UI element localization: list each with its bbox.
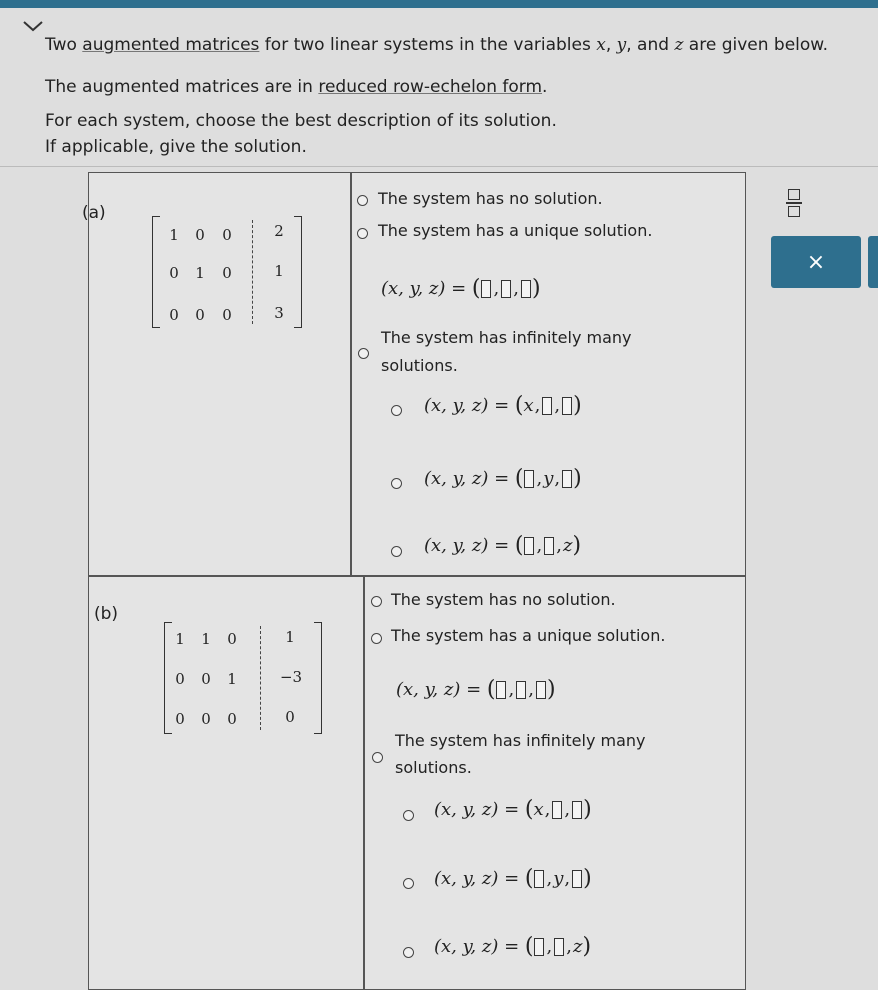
option-label: solutions. — [395, 758, 472, 777]
var-z: z — [572, 936, 583, 957]
input-box[interactable] — [562, 470, 572, 488]
option-label: The system has a unique solution. — [391, 626, 666, 645]
matrix-cell: 0 — [175, 670, 185, 688]
right-bracket — [294, 216, 302, 328]
intro-text: , — [605, 35, 617, 55]
intro-text: are given below. — [683, 35, 829, 55]
chevron-down-icon — [22, 20, 44, 32]
intro-text: , and — [626, 35, 675, 55]
option-label: The system has no solution. — [391, 590, 616, 609]
radio-a-no-solution[interactable] — [357, 195, 368, 206]
fraction-button[interactable] — [775, 183, 815, 223]
radio-a-infinite[interactable] — [358, 348, 369, 359]
var-y: y — [553, 868, 564, 889]
intro-line-4: If applicable, give the solution. — [45, 137, 307, 157]
rref-link[interactable]: reduced row-echelon form — [318, 77, 543, 97]
fraction-bar — [786, 202, 802, 204]
matrix-cell: 0 — [222, 306, 232, 324]
radio-a-free-y[interactable] — [391, 478, 402, 489]
right-bracket — [314, 622, 322, 734]
intro-text: The augmented matrices are in — [45, 77, 319, 97]
tuple-lhs: (x, y, z) = — [424, 468, 510, 489]
tuple-lhs: (x, y, z) = — [434, 799, 520, 820]
divider — [363, 576, 365, 990]
input-box[interactable] — [481, 280, 491, 298]
top-bar — [0, 0, 878, 8]
clear-button[interactable]: × — [771, 236, 861, 288]
tuple-lhs: (x, y, z) = — [396, 679, 482, 700]
input-box[interactable] — [534, 870, 544, 888]
radio-b-free-y[interactable] — [403, 878, 414, 889]
divider — [0, 166, 878, 167]
input-box[interactable] — [524, 537, 534, 555]
input-box[interactable] — [524, 470, 534, 488]
matrix-cell: 0 — [195, 306, 205, 324]
option-label: The system has infinitely many — [395, 731, 646, 750]
input-box[interactable] — [501, 280, 511, 298]
input-box[interactable] — [516, 681, 526, 699]
matrix-cell: 1 — [274, 262, 284, 280]
divider — [350, 172, 352, 576]
tuple-b-free-x: (x, y, z) = ( x , , ) — [434, 797, 592, 822]
left-bracket — [152, 216, 160, 328]
var-x: x — [523, 395, 534, 416]
tuple-a-free-z: (x, y, z) = ( , , z ) — [424, 533, 582, 558]
input-box[interactable] — [521, 280, 531, 298]
tuple-b-free-y: (x, y, z) = ( , y , ) — [434, 866, 592, 891]
fraction-numerator — [788, 189, 800, 200]
matrix-cell: 0 — [227, 710, 237, 728]
matrix-cell: 3 — [274, 304, 284, 322]
intro-line-1 — [45, 34, 828, 56]
input-box[interactable] — [544, 537, 554, 555]
radio-b-unique[interactable] — [371, 633, 382, 644]
matrix-cell: 2 — [274, 222, 284, 240]
intro-text: Two — [45, 35, 83, 55]
matrix-b — [164, 622, 322, 734]
option-label: The system has a unique solution. — [378, 221, 653, 240]
intro-text: . — [542, 77, 548, 97]
var-z: z — [562, 535, 573, 556]
matrix-cell: 1 — [175, 630, 185, 648]
tuple-lhs: (x, y, z) = — [434, 936, 520, 957]
matrix-cell: 0 — [195, 226, 205, 244]
matrix-cell: 0 — [175, 710, 185, 728]
tuple-b-unique: (x, y, z) = ( , , ) — [396, 677, 556, 702]
radio-a-free-x[interactable] — [391, 405, 402, 416]
part-b-label: (b) — [94, 604, 119, 624]
input-box[interactable] — [496, 681, 506, 699]
matrix-cell: 1 — [227, 670, 237, 688]
input-box[interactable] — [562, 397, 572, 415]
radio-b-infinite[interactable] — [372, 752, 383, 763]
radio-b-free-x[interactable] — [403, 810, 414, 821]
var-x: x — [596, 35, 606, 55]
input-box[interactable] — [572, 801, 582, 819]
input-box[interactable] — [536, 681, 546, 699]
part-a-label: (a) — [82, 203, 106, 223]
matrix-a — [152, 216, 302, 328]
fraction-denominator — [788, 206, 800, 217]
matrix-cell: 0 — [201, 670, 211, 688]
tuple-lhs: (x, y, z) = — [381, 278, 467, 299]
var-x: x — [533, 799, 544, 820]
matrix-cell: 1 — [285, 628, 295, 646]
divider — [88, 575, 746, 577]
augmented-matrices-link[interactable]: augmented matrices — [82, 35, 260, 55]
intro-text: for two linear systems in the variables — [259, 35, 597, 55]
tuple-lhs: (x, y, z) = — [424, 395, 510, 416]
intro-line-2 — [45, 76, 547, 98]
input-box[interactable] — [542, 397, 552, 415]
tuple-a-unique: (x, y, z) = ( , , ) — [381, 276, 541, 301]
side-button[interactable] — [868, 236, 878, 288]
matrix-cell: 1 — [169, 226, 179, 244]
matrix-cell: 0 — [222, 226, 232, 244]
matrix-cell: −3 — [279, 668, 303, 686]
intro-line-3: For each system, choose the best description of its solution. — [45, 111, 557, 131]
option-label: solutions. — [381, 356, 458, 375]
matrix-cell: 0 — [222, 264, 232, 282]
tuple-lhs: (x, y, z) = — [424, 535, 510, 556]
radio-b-no-solution[interactable] — [371, 596, 382, 607]
option-label: The system has no solution. — [378, 189, 603, 208]
matrix-cell: 0 — [169, 264, 179, 282]
matrix-cell: 0 — [201, 710, 211, 728]
input-box[interactable] — [534, 938, 544, 956]
var-y: y — [616, 35, 627, 55]
radio-a-unique[interactable] — [357, 228, 368, 239]
tuple-b-free-z: (x, y, z) = ( , , z ) — [434, 934, 592, 959]
matrix-cell: 1 — [195, 264, 205, 282]
input-box[interactable] — [572, 870, 582, 888]
tuple-lhs: (x, y, z) = — [434, 868, 520, 889]
tuple-a-free-y: (x, y, z) = ( , y , ) — [424, 466, 582, 491]
matrix-cell: 0 — [285, 708, 295, 726]
radio-b-free-z[interactable] — [403, 947, 414, 958]
augment-separator — [260, 626, 261, 730]
tuple-a-free-x: (x, y, z) = ( x , , ) — [424, 393, 582, 418]
var-z: z — [674, 35, 684, 55]
matrix-cell: 0 — [227, 630, 237, 648]
var-y: y — [543, 468, 554, 489]
input-box[interactable] — [552, 801, 562, 819]
radio-a-free-z[interactable] — [391, 546, 402, 557]
augment-separator — [252, 220, 253, 324]
matrix-cell: 1 — [201, 630, 211, 648]
option-label: The system has infinitely many — [381, 328, 632, 347]
input-box[interactable] — [554, 938, 564, 956]
matrix-cell: 0 — [169, 306, 179, 324]
